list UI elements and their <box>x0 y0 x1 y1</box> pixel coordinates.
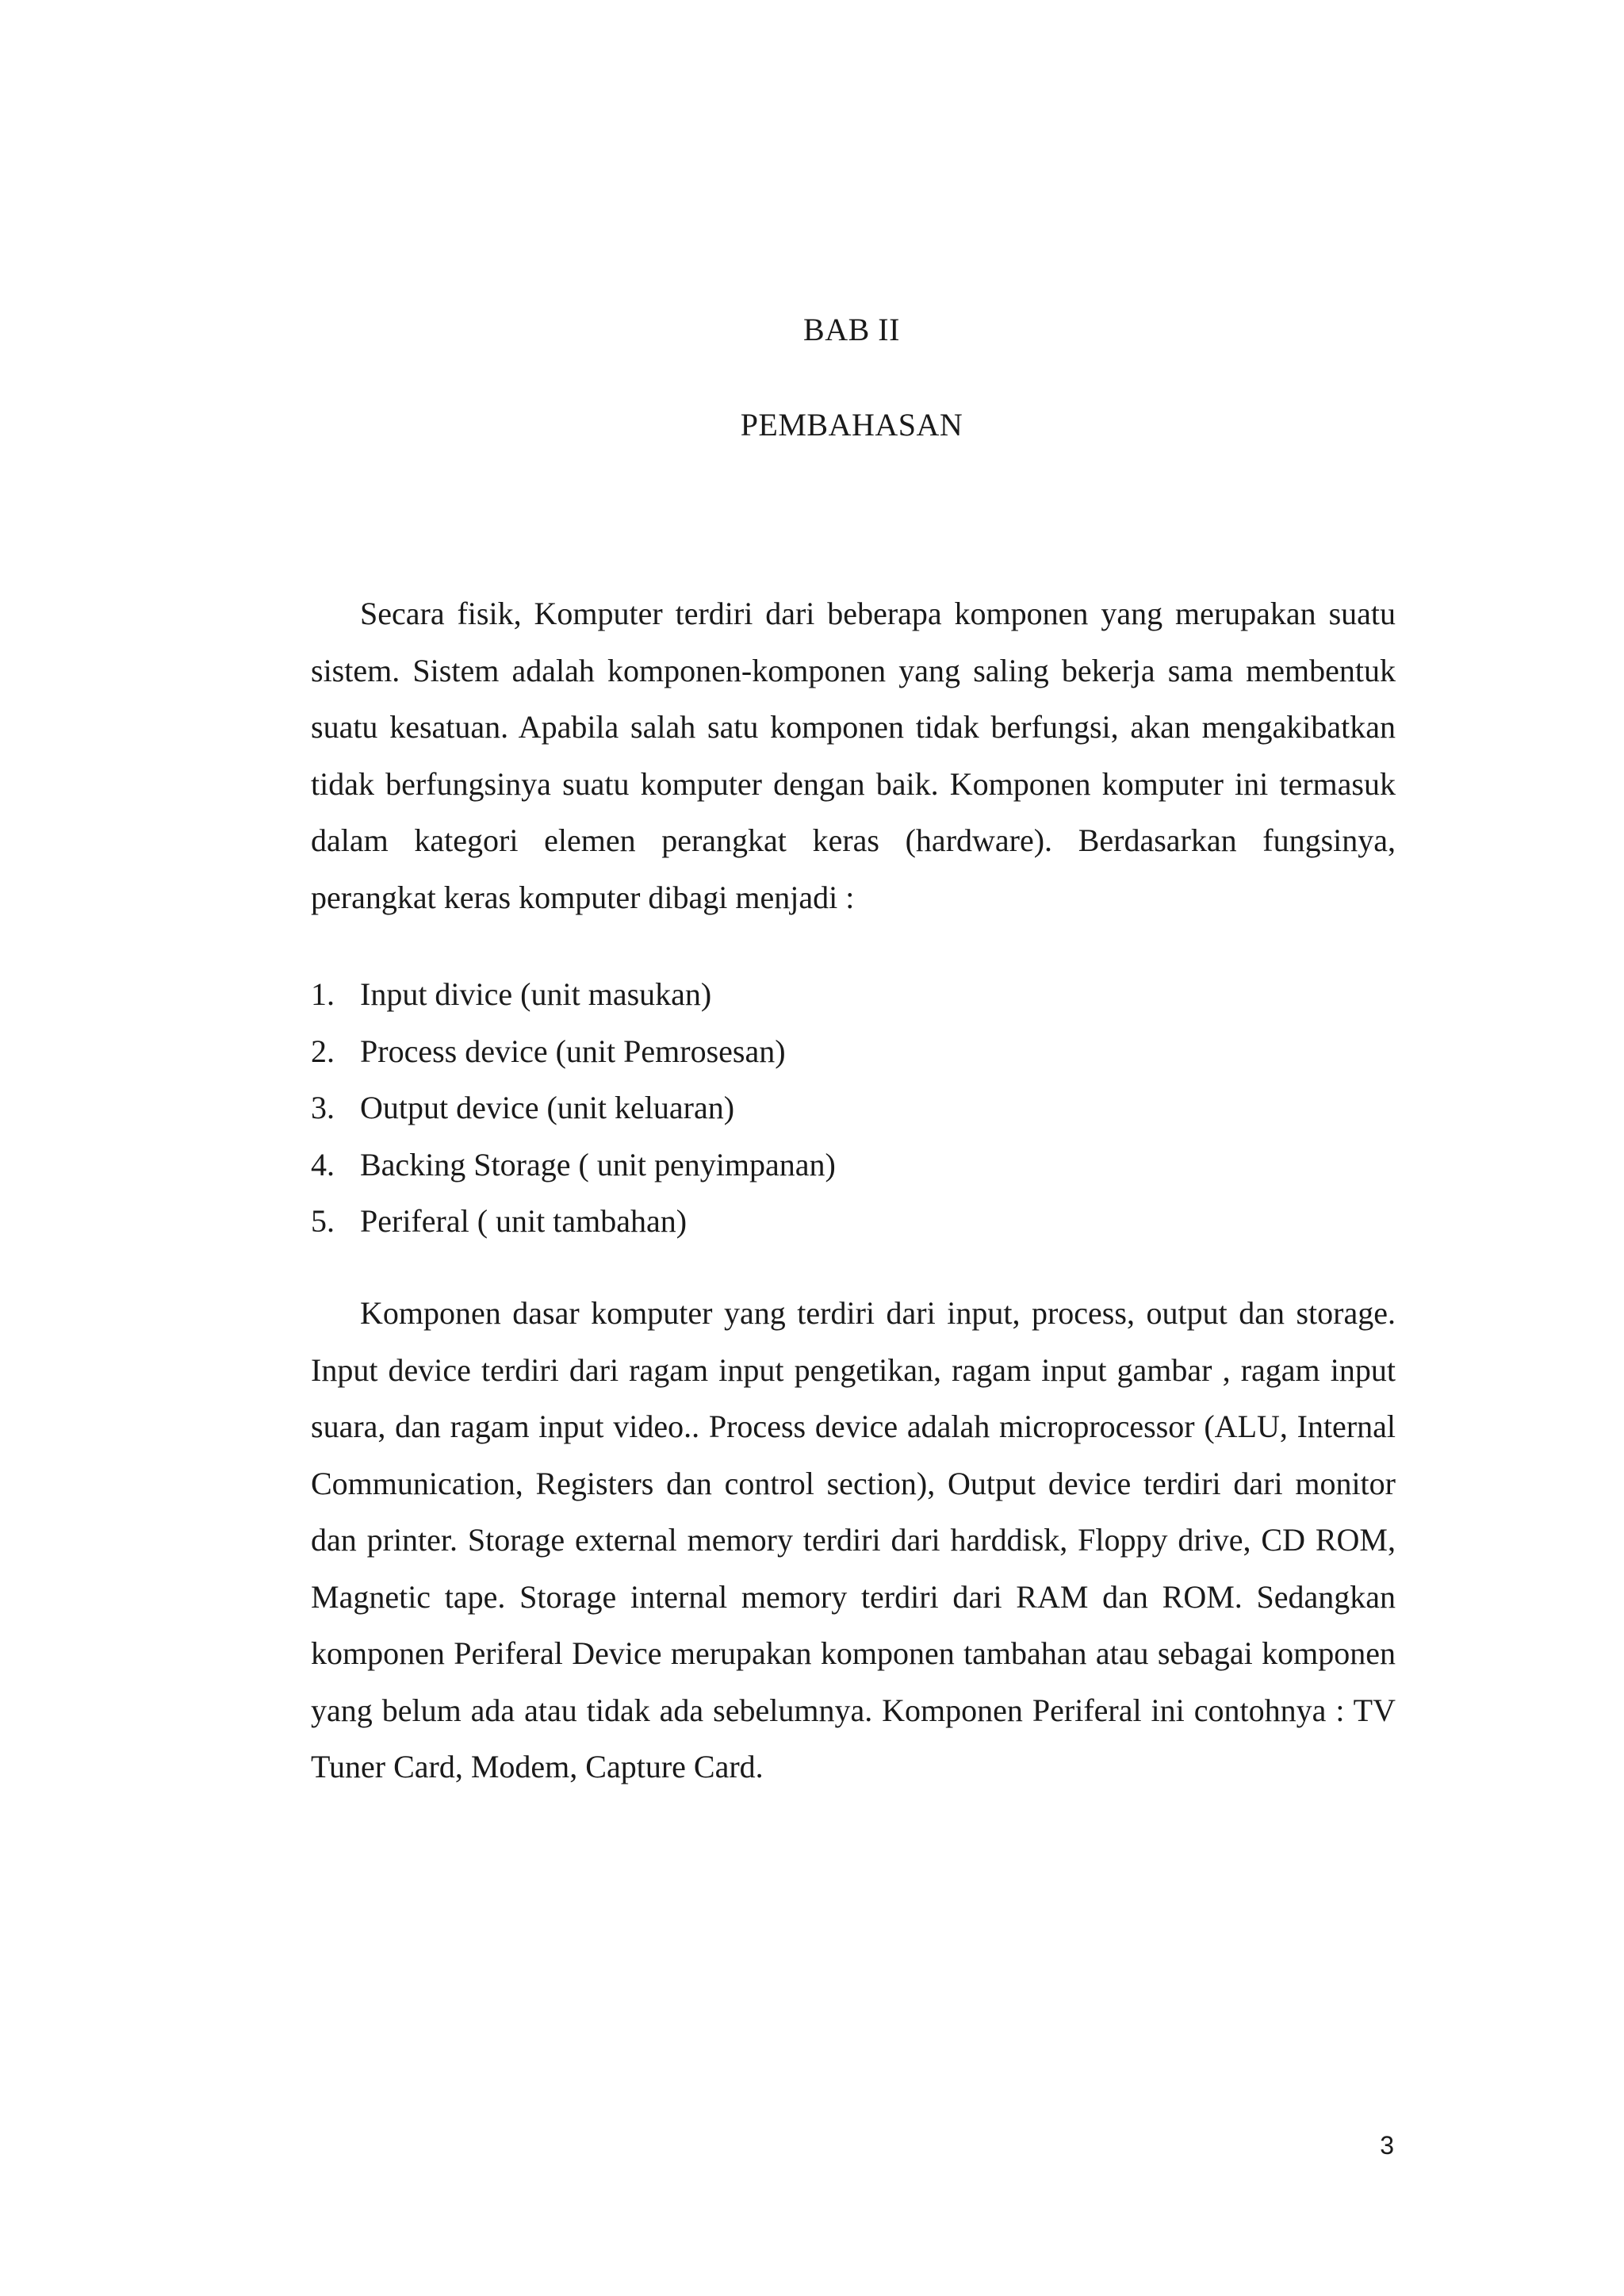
intro-paragraph-block <box>311 585 1396 926</box>
intro-paragraph: Secara fisik, Komputer terdiri dari beberapa komponen yang merupakan suatu sistem. Sistem adalah komponen-komponen yang saling bekerja sama membentuk suatu kesatuan. Apabila salah satu komponen tidak berfungsi, akan mengakibatkan tidak berfungsinya suatu komputer dengan baik. Komponen komputer ini termasuk dalam kategori elemen perangkat keras (hardware). Berdasarkan fungsinya, perangkat keras komputer dibagi menjadi : <box>311 596 1396 915</box>
list-item-number: 3. <box>311 1090 335 1125</box>
list-item-number: 1. <box>311 976 335 1012</box>
list-item-text: Backing Storage ( unit penyimpanan) <box>360 1146 836 1182</box>
component-list <box>311 966 1396 1250</box>
list-item-number: 4. <box>311 1146 335 1182</box>
chapter-heading: BAB II <box>803 312 900 347</box>
list-item-text: Input divice (unit masukan) <box>360 976 712 1012</box>
components-paragraph: Komponen dasar komputer yang terdiri dari input, process, output dan storage. Input device terdiri dari ragam input pengetikan, ragam input gambar , ragam input suara, dan ragam input video.. Process device adalah microprocessor (ALU, Internal Communication, Registers dan control section), Output device terdiri dari monitor dan printer. Storage external memory terdiri dari harddisk, Floppy drive, CD ROM, Magnetic tape. Storage internal memory terdiri dari RAM dan ROM. Sedangkan komponen Periferal Device merupakan komponen tambahan atau sebagai komponen yang belum ada atau tidak ada sebelumnya. Komponen Periferal ini contohnya : TV Tuner Card, Modem, Capture Card. <box>311 1295 1396 1784</box>
page-number: 3 <box>1380 2131 1394 2160</box>
list-item <box>311 1137 1396 1194</box>
list-item-number: 5. <box>311 1203 335 1239</box>
list-item-text: Output device (unit keluaran) <box>360 1090 735 1125</box>
list-item <box>311 1023 1396 1080</box>
list-item-text: Periferal ( unit tambahan) <box>360 1203 688 1239</box>
list-item-text: Process device (unit Pemrosesan) <box>360 1033 786 1069</box>
list-item <box>311 1193 1396 1250</box>
components-paragraph-block <box>311 1285 1396 1796</box>
section-title: PEMBAHASAN <box>740 407 963 443</box>
list-item <box>311 966 1396 1023</box>
list-item <box>311 1079 1396 1137</box>
list-item-number: 2. <box>311 1033 335 1069</box>
